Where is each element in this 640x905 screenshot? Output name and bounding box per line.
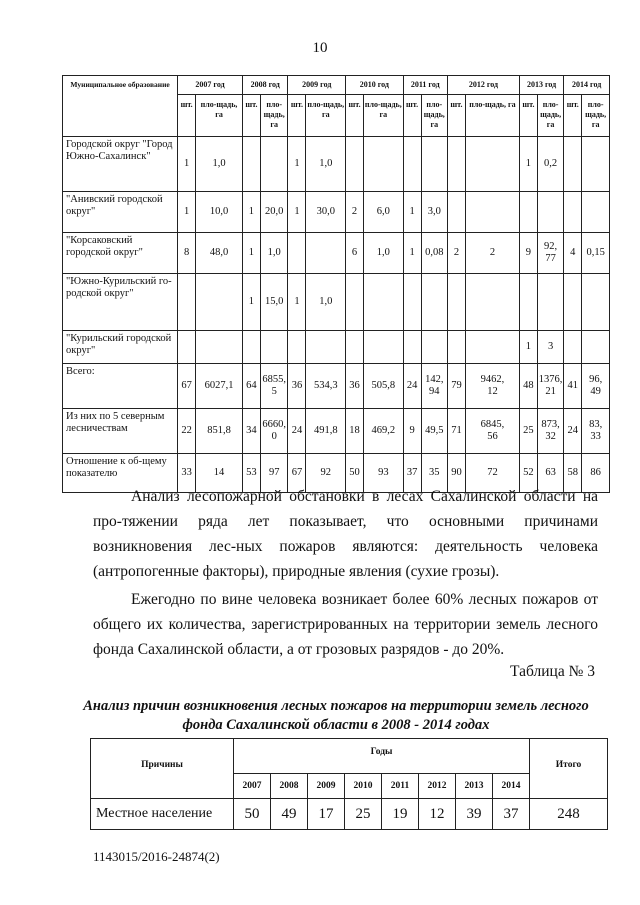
year-header: 2012 год — [447, 76, 519, 95]
paragraph-causes: Ежегодно по вине человека возникает более 60% лесных пожаров от общего их количества, зарегистрированных на территории земель лесного фонда Сахалинской области, а от грозовых разрядов - до 20%. — [93, 591, 598, 658]
fire-count-cell: 2 — [346, 192, 364, 233]
fire-area-cell — [260, 137, 288, 192]
fire-count-cell: 2 — [447, 233, 465, 274]
fire-count-cell: 52 — [519, 454, 537, 493]
fire-area-cell — [196, 331, 243, 364]
count-unit-header: шт. — [242, 95, 260, 137]
table-row — [91, 799, 608, 830]
fire-count-cell — [242, 137, 260, 192]
table-row — [63, 137, 610, 192]
fire-area-cell: 6855, 5 — [260, 364, 288, 409]
fire-count-cell: 34 — [242, 409, 260, 454]
fire-count-cell: 8 — [178, 233, 196, 274]
paragraph-analysis: Анализ лесопожарной обстановки в лесах Сахалинской области на про-тяжении ряда лет показывает, что основными причинами возникновения лес-ных пожаров являются: деятельность человека (антропогенные факторы), природные явления (сухие грозы). — [93, 488, 598, 580]
fire-area-cell: 10,0 — [196, 192, 243, 233]
fire-area-cell: 83, 33 — [582, 409, 610, 454]
fire-area-cell: 1,0 — [260, 233, 288, 274]
table-row — [63, 409, 610, 454]
count-unit-header: шт. — [564, 95, 582, 137]
fire-area-cell — [582, 137, 610, 192]
fire-area-cell: 491,8 — [306, 409, 346, 454]
fire-count-cell: 1 — [178, 137, 196, 192]
count-unit-header: шт. — [178, 95, 196, 137]
fire-count-cell: 90 — [447, 454, 465, 493]
fire-count-cell — [403, 137, 421, 192]
fire-count-cell — [346, 137, 364, 192]
fire-area-cell: 72 — [465, 454, 519, 493]
fire-area-cell: 0,08 — [421, 233, 447, 274]
fire-count-cell: 58 — [564, 454, 582, 493]
fire-area-cell: 1,0 — [306, 137, 346, 192]
causes-header: Причины — [91, 739, 234, 799]
fire-area-cell — [465, 274, 519, 331]
fire-area-cell: 0,15 — [582, 233, 610, 274]
year-column-header: 2008 — [271, 774, 308, 799]
fire-count-cell — [564, 137, 582, 192]
fire-area-cell: 9462, 12 — [465, 364, 519, 409]
fire-count-cell — [519, 192, 537, 233]
year-value-cell: 50 — [234, 799, 271, 830]
fire-area-cell — [537, 274, 563, 331]
fire-count-cell: 24 — [288, 409, 306, 454]
fire-count-cell — [447, 331, 465, 364]
fire-count-cell: 71 — [447, 409, 465, 454]
area-unit-header: пло-щадь, га — [537, 95, 563, 137]
fire-count-cell: 1 — [519, 137, 537, 192]
area-unit-header: пло-щадь, га — [421, 95, 447, 137]
year-column-header: 2012 — [419, 774, 456, 799]
fire-count-cell: 25 — [519, 409, 537, 454]
fire-area-cell — [260, 331, 288, 364]
year-header: 2014 год — [564, 76, 610, 95]
fire-count-cell: 48 — [519, 364, 537, 409]
fire-count-cell: 1 — [403, 233, 421, 274]
fire-count-cell: 1 — [288, 137, 306, 192]
fire-area-cell: 1376, 21 — [537, 364, 563, 409]
year-column-header: 2013 — [456, 774, 493, 799]
fire-area-cell: 20,0 — [260, 192, 288, 233]
year-column-header: 2009 — [308, 774, 345, 799]
fire-area-cell: 3,0 — [421, 192, 447, 233]
fire-count-cell: 1 — [242, 274, 260, 331]
fire-area-cell: 49,5 — [421, 409, 447, 454]
fire-count-cell — [403, 274, 421, 331]
count-unit-header: шт. — [403, 95, 421, 137]
fire-count-cell: 1 — [403, 192, 421, 233]
fire-count-cell: 64 — [242, 364, 260, 409]
fire-area-cell — [306, 233, 346, 274]
fire-area-cell: 142, 94 — [421, 364, 447, 409]
table3-title: Анализ причин возникновения лесных пожаров на территории земель лесного фонда Сахалинской области в 2008 - 2014 годах — [83, 698, 589, 733]
fire-count-cell: 18 — [346, 409, 364, 454]
fire-area-cell — [582, 274, 610, 331]
municipality-name: Городской округ "Город Южно-Сахалинск" — [63, 137, 178, 192]
fire-count-cell: 1 — [242, 233, 260, 274]
fire-area-cell: 3 — [537, 331, 563, 364]
fire-count-cell — [178, 331, 196, 364]
fire-count-cell — [403, 331, 421, 364]
cause-cell: Местное население — [91, 799, 234, 830]
table-row — [63, 331, 610, 364]
total-cell: 248 — [530, 799, 608, 830]
fire-area-cell — [421, 331, 447, 364]
fire-area-cell: 14 — [196, 454, 243, 493]
fire-area-cell: 2 — [465, 233, 519, 274]
municipality-name: "Курильский городской округ" — [63, 331, 178, 364]
fire-area-cell: 48,0 — [196, 233, 243, 274]
fire-area-cell — [537, 192, 563, 233]
fire-count-cell: 36 — [346, 364, 364, 409]
fire-area-cell — [465, 331, 519, 364]
fire-area-cell: 6845, 56 — [465, 409, 519, 454]
fire-count-cell: 4 — [564, 233, 582, 274]
year-header: 2008 год — [242, 76, 288, 95]
year-column-header: 2010 — [345, 774, 382, 799]
fire-count-cell — [447, 274, 465, 331]
year-value-cell: 39 — [456, 799, 493, 830]
municipality-name: "Анивский городской округ" — [63, 192, 178, 233]
fire-area-cell — [465, 137, 519, 192]
municipality-name: "Южно-Курильский го-родской округ" — [63, 274, 178, 331]
fire-area-cell: 1,0 — [364, 233, 404, 274]
year-value-cell: 37 — [493, 799, 530, 830]
fire-area-cell — [582, 192, 610, 233]
fire-count-cell: 79 — [447, 364, 465, 409]
year-header: 2010 год — [346, 76, 404, 95]
fire-area-cell: 96, 49 — [582, 364, 610, 409]
fire-count-cell: 24 — [403, 364, 421, 409]
forest-fires-by-municipality-table — [62, 75, 610, 493]
fire-count-cell — [346, 331, 364, 364]
area-unit-header: пло-щадь, га — [260, 95, 288, 137]
fire-causes-table — [90, 738, 608, 830]
fire-count-cell: 1 — [288, 192, 306, 233]
fire-area-cell — [465, 192, 519, 233]
fire-area-cell: 63 — [537, 454, 563, 493]
year-header: 2009 год — [288, 76, 346, 95]
fire-count-cell — [288, 233, 306, 274]
municipality-name: Из них по 5 северным лесничествам — [63, 409, 178, 454]
year-column-header: 2011 — [382, 774, 419, 799]
count-unit-header: шт. — [346, 95, 364, 137]
years-header: Годы — [234, 739, 530, 774]
area-unit-header: пло-щадь, га — [582, 95, 610, 137]
area-unit-header: пло-щадь, га — [306, 95, 346, 137]
fire-count-cell: 9 — [519, 233, 537, 274]
fire-area-cell — [364, 137, 404, 192]
year-header: 2007 год — [178, 76, 243, 95]
table-number-label: Таблица № 3 — [510, 663, 595, 680]
document-footer-id: 1143015/2016-24874(2) — [93, 849, 220, 864]
fire-area-cell: 15,0 — [260, 274, 288, 331]
fire-area-cell: 6027,1 — [196, 364, 243, 409]
fire-area-cell: 469,2 — [364, 409, 404, 454]
total-header: Итого — [530, 739, 608, 799]
fire-count-cell: 1 — [288, 274, 306, 331]
fire-area-cell: 86 — [582, 454, 610, 493]
area-unit-header: пло-щадь, га — [196, 95, 243, 137]
fire-count-cell: 6 — [346, 233, 364, 274]
fire-area-cell: 30,0 — [306, 192, 346, 233]
fire-area-cell: 873, 32 — [537, 409, 563, 454]
fire-area-cell — [196, 274, 243, 331]
fire-area-cell: 35 — [421, 454, 447, 493]
fire-area-cell: 97 — [260, 454, 288, 493]
municipality-name: Всего: — [63, 364, 178, 409]
fire-area-cell: 534,3 — [306, 364, 346, 409]
fire-count-cell: 67 — [288, 454, 306, 493]
fire-count-cell — [178, 274, 196, 331]
table-row — [63, 192, 610, 233]
fire-count-cell: 9 — [403, 409, 421, 454]
fire-area-cell — [364, 331, 404, 364]
year-value-cell: 12 — [419, 799, 456, 830]
count-unit-header: шт. — [288, 95, 306, 137]
municipality-name: "Корсаковский городской округ" — [63, 233, 178, 274]
fire-count-cell: 37 — [403, 454, 421, 493]
table-row — [63, 274, 610, 331]
fire-count-cell: 36 — [288, 364, 306, 409]
fire-area-cell — [582, 331, 610, 364]
table-row — [63, 233, 610, 274]
year-value-cell: 17 — [308, 799, 345, 830]
fire-count-cell: 33 — [178, 454, 196, 493]
area-unit-header: пло-щадь, га — [465, 95, 519, 137]
count-unit-header: шт. — [519, 95, 537, 137]
fire-area-cell: 6660, 0 — [260, 409, 288, 454]
fire-count-cell — [288, 331, 306, 364]
fire-count-cell: 41 — [564, 364, 582, 409]
fire-area-cell: 1,0 — [196, 137, 243, 192]
fire-count-cell: 22 — [178, 409, 196, 454]
municipality-name: Отношение к об-щему показателю — [63, 454, 178, 493]
fire-count-cell: 50 — [346, 454, 364, 493]
fire-count-cell: 1 — [178, 192, 196, 233]
fire-area-cell — [421, 274, 447, 331]
year-column-header: 2007 — [234, 774, 271, 799]
fire-count-cell: 53 — [242, 454, 260, 493]
fire-area-cell: 93 — [364, 454, 404, 493]
fire-area-cell: 6,0 — [364, 192, 404, 233]
fire-count-cell — [447, 192, 465, 233]
fire-count-cell — [242, 331, 260, 364]
page-number: 10 — [312, 40, 328, 56]
fire-area-cell: 92, 77 — [537, 233, 563, 274]
fire-area-cell: 0,2 — [537, 137, 563, 192]
fire-area-cell — [364, 274, 404, 331]
year-value-cell: 49 — [271, 799, 308, 830]
fire-count-cell — [447, 137, 465, 192]
fire-count-cell — [564, 331, 582, 364]
fire-area-cell: 92 — [306, 454, 346, 493]
fire-area-cell — [306, 331, 346, 364]
fire-count-cell — [519, 274, 537, 331]
municipality-header: Муниципальное образование — [63, 76, 178, 137]
fire-count-cell — [564, 274, 582, 331]
area-unit-header: пло-щадь, га — [364, 95, 404, 137]
fire-count-cell: 67 — [178, 364, 196, 409]
year-header: 2013 год — [519, 76, 563, 95]
fire-count-cell: 1 — [242, 192, 260, 233]
year-value-cell: 19 — [382, 799, 419, 830]
fire-area-cell — [421, 137, 447, 192]
fire-count-cell: 1 — [519, 331, 537, 364]
fire-area-cell: 1,0 — [306, 274, 346, 331]
fire-area-cell: 505,8 — [364, 364, 404, 409]
fire-area-cell: 851,8 — [196, 409, 243, 454]
fire-count-cell — [564, 192, 582, 233]
fire-count-cell — [346, 274, 364, 331]
year-header: 2011 год — [403, 76, 447, 95]
fire-count-cell: 24 — [564, 409, 582, 454]
table-row — [63, 364, 610, 409]
year-value-cell: 25 — [345, 799, 382, 830]
year-column-header: 2014 — [493, 774, 530, 799]
count-unit-header: шт. — [447, 95, 465, 137]
